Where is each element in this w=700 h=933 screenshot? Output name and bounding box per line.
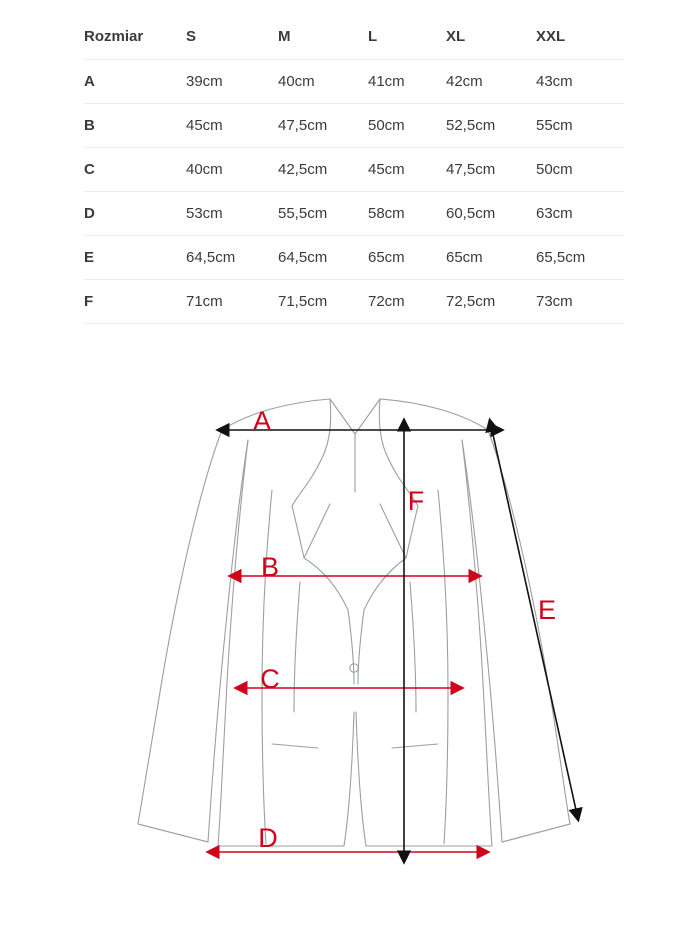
- column-header-m: M: [278, 22, 368, 60]
- row-label-e: E: [84, 236, 186, 280]
- cell-c-l: 45cm: [368, 148, 446, 192]
- cell-b-xl: 52,5cm: [446, 104, 536, 148]
- measure-label-f: F: [407, 486, 425, 516]
- row-label-c: C: [84, 148, 186, 192]
- cell-b-s: 45cm: [186, 104, 278, 148]
- row-label-f: F: [84, 280, 186, 324]
- cell-f-s: 71cm: [186, 280, 278, 324]
- row-label-a: A: [84, 60, 186, 104]
- cell-f-xxl: 73cm: [536, 280, 624, 324]
- cell-d-m: 55,5cm: [278, 192, 368, 236]
- column-header-l: L: [368, 22, 446, 60]
- column-header-xxl: XXL: [536, 22, 624, 60]
- cell-b-xxl: 55cm: [536, 104, 624, 148]
- table-row: [84, 280, 624, 324]
- table-row: [84, 148, 624, 192]
- cell-e-m: 64,5cm: [278, 236, 368, 280]
- size-table-body: [84, 60, 624, 324]
- cell-a-s: 39cm: [186, 60, 278, 104]
- column-header-xl: XL: [446, 22, 536, 60]
- cell-d-s: 53cm: [186, 192, 278, 236]
- size-table: [84, 22, 624, 324]
- table-row: [84, 104, 624, 148]
- row-label-b: B: [84, 104, 186, 148]
- measure-label-c: C: [260, 664, 280, 694]
- cell-d-l: 58cm: [368, 192, 446, 236]
- size-table-head: [84, 22, 624, 60]
- cell-c-xl: 47,5cm: [446, 148, 536, 192]
- cell-e-s: 64,5cm: [186, 236, 278, 280]
- cell-d-xl: 60,5cm: [446, 192, 536, 236]
- measure-line-e: [492, 430, 576, 810]
- cell-c-s: 40cm: [186, 148, 278, 192]
- blazer-measurement-diagram: [0, 372, 700, 932]
- cell-f-m: 71,5cm: [278, 280, 368, 324]
- cell-b-l: 50cm: [368, 104, 446, 148]
- size-table-container: [84, 22, 624, 324]
- cell-a-xl: 42cm: [446, 60, 536, 104]
- cell-a-l: 41cm: [368, 60, 446, 104]
- cell-e-l: 65cm: [368, 236, 446, 280]
- measure-label-e: E: [537, 595, 557, 625]
- blazer-outline: [138, 399, 570, 846]
- cell-f-xl: 72,5cm: [446, 280, 536, 324]
- column-header-rozmiar: Rozmiar: [84, 22, 186, 60]
- table-header-row: [84, 22, 624, 60]
- table-row: [84, 60, 624, 104]
- column-header-s: S: [186, 22, 278, 60]
- cell-a-xxl: 43cm: [536, 60, 624, 104]
- cell-c-m: 42,5cm: [278, 148, 368, 192]
- cell-b-m: 47,5cm: [278, 104, 368, 148]
- cell-a-m: 40cm: [278, 60, 368, 104]
- measure-label-d: D: [258, 823, 278, 853]
- cell-c-xxl: 50cm: [536, 148, 624, 192]
- table-row: [84, 236, 624, 280]
- cell-f-l: 72cm: [368, 280, 446, 324]
- measure-label-b: B: [260, 552, 280, 582]
- table-row: [84, 192, 624, 236]
- cell-e-xl: 65cm: [446, 236, 536, 280]
- cell-e-xxl: 65,5cm: [536, 236, 624, 280]
- row-label-d: D: [84, 192, 186, 236]
- cell-d-xxl: 63cm: [536, 192, 624, 236]
- measure-label-a: A: [252, 406, 272, 436]
